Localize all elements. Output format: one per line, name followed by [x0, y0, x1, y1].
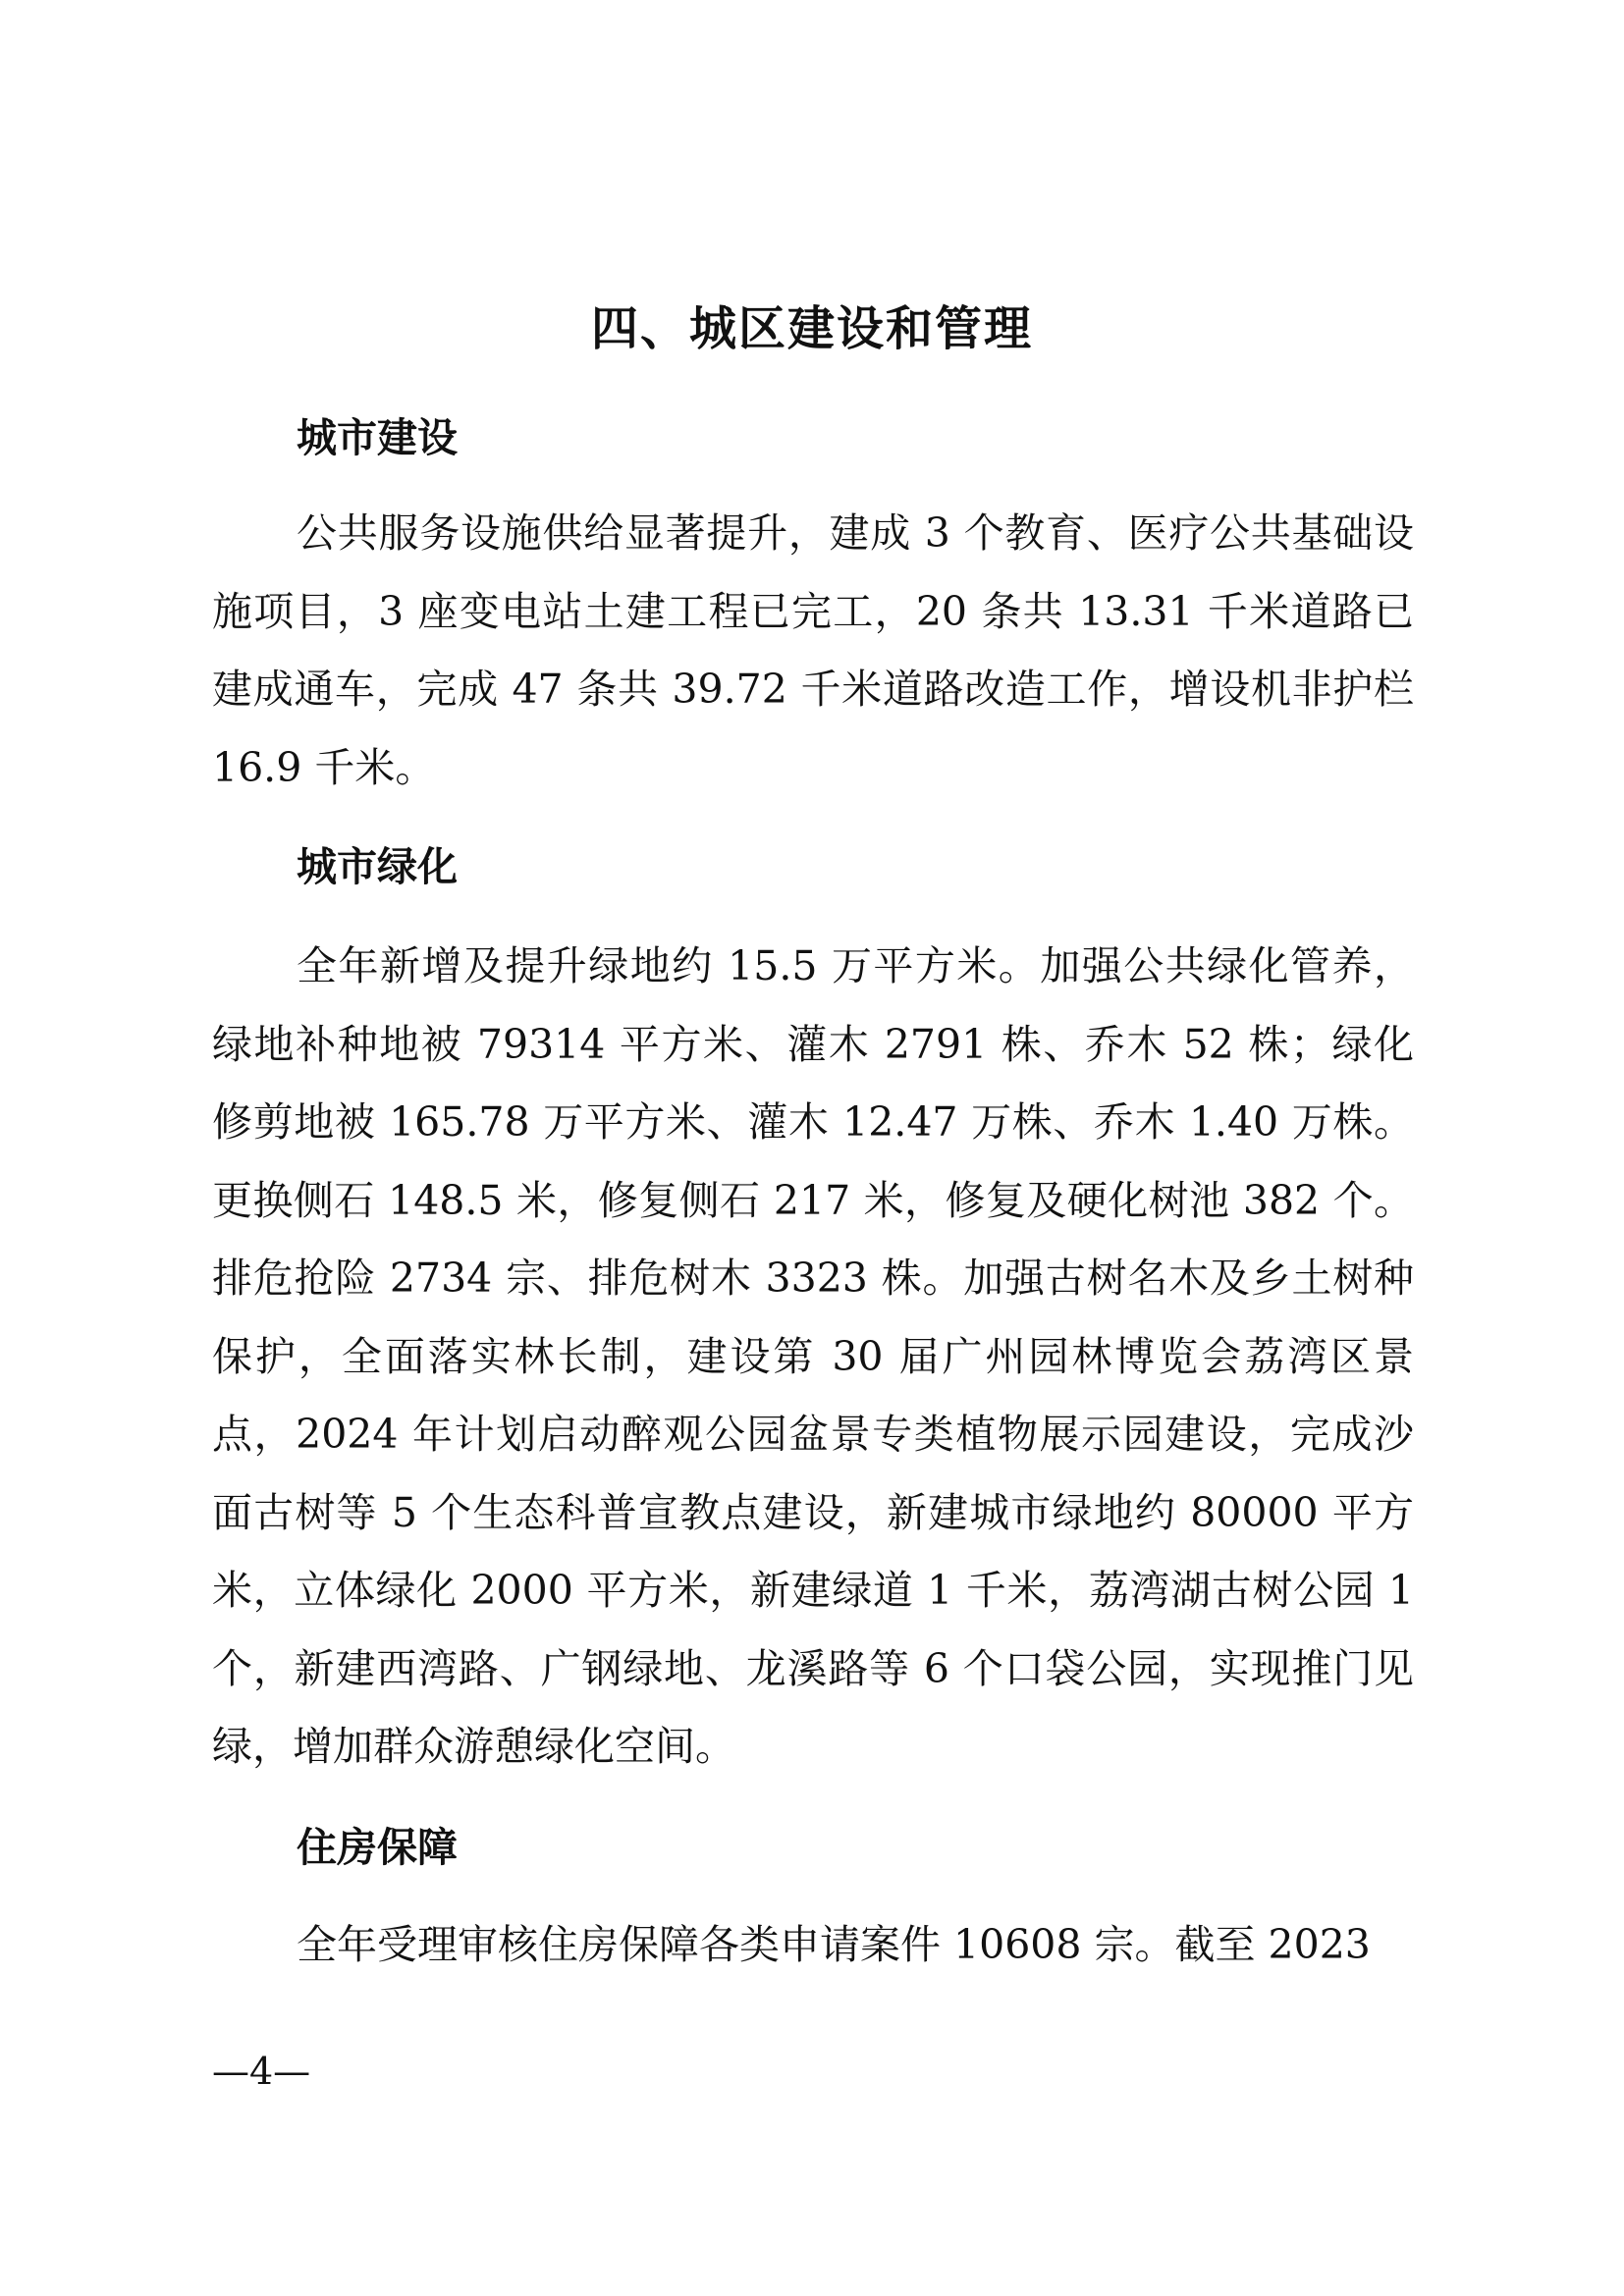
page-number: —4—: [212, 2050, 311, 2093]
paragraph-urban-construction: 公共服务设施供给显著提升，建成 3 个教育、医疗公共基础设施项目，3 座变电站土建工程已完工，20 条共 13.31 千米道路已建成通车，完成 47 条共 39.72 千米道路改造工作，增设机非护栏 16.9 千米。: [212, 509, 1414, 791]
section-heading-urban-construction: 城市建设: [297, 414, 458, 461]
section-heading-housing-security: 住房保障: [297, 1824, 458, 1871]
paragraph-housing-security: 全年受理审核住房保障各类申请案件 10608 宗。截至 2023: [297, 1921, 1371, 1968]
chapter-title: 四、城区建设和管理: [590, 301, 1033, 356]
section-heading-urban-greening: 城市绿化: [297, 843, 458, 890]
paragraph-urban-greening: 全年新增及提升绿地约 15.5 万平方米。加强公共绿化管养，绿地补种地被 79314 平方米、灌木 2791 株、乔木 52 株；绿化修剪地被 165.78 万平方米、灌木 12.47 万株、乔木 1.40 万株。更换侧石 148.5 米，修复侧石 217 米，修复及硬化树池 382 个。排危抢险 2734 宗、排危树木 3323 株。加强古树名木及乡土树种保护，全面落实林长制，建设第 30 届广州园林博览会荔湾区景点，2024 年计划启动醉观公园盆景专类植物展示园建设，完成沙面古树等 5 个生态科普宣教点建设，新建城市绿地约 80000 平方米，立体绿化 2000 平方米，新建绿道 1 千米，荔湾湖古树公园 1 个，新建西湾路、广钢绿地、龙溪路等 6 个口袋公园，实现推门见绿，增加群众游憩绿化空间。: [212, 942, 1414, 1770]
